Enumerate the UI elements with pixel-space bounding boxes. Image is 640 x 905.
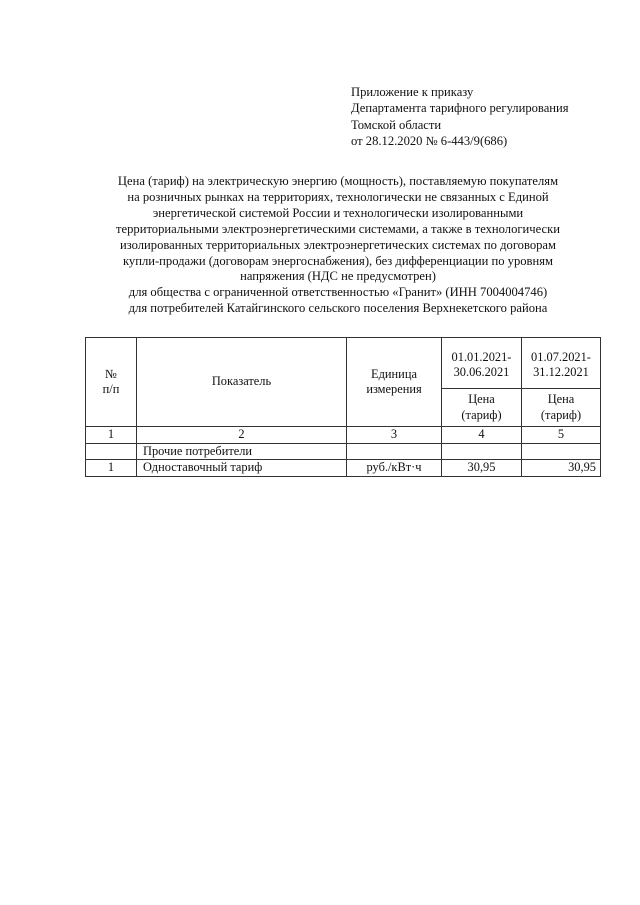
index-cell: 4: [442, 427, 522, 444]
header-price2-line2: (тариф): [540, 407, 582, 422]
row-num: 1: [86, 460, 137, 477]
row-indicator: Одноставочный тариф: [137, 460, 347, 477]
title-line: изолированных территориальных электроэнергетических системах по договорам: [119, 237, 556, 252]
index-cell: 3: [347, 427, 442, 444]
header-num-line2: п/п: [102, 382, 120, 396]
title-line: напряжения (НДС не предусмотрен): [240, 269, 436, 284]
header-unit-line2: измерения: [366, 382, 422, 396]
group-label: Прочие потребители: [137, 443, 347, 460]
tariff-table: [85, 337, 601, 477]
index-cell: 5: [522, 427, 601, 444]
appendix-note: [351, 84, 569, 150]
group-empty-cell: [86, 443, 137, 460]
title-line: для потребителей Катайгинского сельского поселения Верхнекетского района: [128, 301, 548, 316]
appendix-line: от 28.12.2020 № 6-443/9(686): [351, 134, 508, 149]
header-price2-line1: Цена: [547, 392, 575, 406]
group-empty-cell: [442, 443, 522, 460]
table-group-row: [86, 443, 601, 460]
appendix-line: Департамента тарифного регулирования: [351, 101, 569, 116]
title-line: энергетической системой России и технологически изолированными: [152, 205, 524, 220]
document-title: [78, 174, 598, 317]
header-unit-line1: Единица: [371, 366, 417, 381]
header-indicator-cell: [137, 338, 347, 427]
index-cell: 2: [137, 427, 347, 444]
header-unit-cell: [347, 338, 442, 427]
appendix-line: Томской области: [351, 117, 442, 132]
table-row: [86, 460, 601, 477]
header-price2-cell: [522, 389, 601, 427]
header-indicator: Показатель: [211, 374, 272, 389]
header-price1-line1: Цена: [468, 392, 495, 406]
header-num-cell: [86, 338, 137, 427]
table-index-row: [86, 427, 601, 444]
header-price1-line2: (тариф): [461, 407, 502, 422]
header-period1-line2: 30.06.2021: [453, 365, 510, 379]
group-empty-cell: [522, 443, 601, 460]
header-price1-cell: [442, 389, 522, 427]
title-line: Цена (тариф) на электрическую энергию (мощность), поставляемую покупателям: [117, 174, 559, 188]
title-line: на розничных рынках на территориях, технологически не связанных с Единой: [127, 189, 549, 204]
header-num-line1: №: [105, 366, 117, 381]
title-line: купли-продажи (договорам энергоснабжения), без дифференциации по уровням: [122, 253, 554, 268]
appendix-line: Приложение к приказу: [351, 85, 474, 99]
row-unit: руб./кВт·ч: [347, 460, 442, 477]
header-period2-line1: 01.07.2021-: [531, 349, 591, 364]
header-period1-line1: 01.01.2021-: [451, 349, 512, 364]
table-header-row: [86, 338, 601, 389]
header-period2-line2: 31.12.2021: [533, 365, 589, 379]
title-line: территориальными электроэнергетическими системами, а также в технологически: [116, 221, 560, 236]
title-line: для общества с ограниченной ответственностью «Гранит» (ИНН 7004004746): [128, 285, 548, 300]
row-value-period2: 30,95: [522, 460, 601, 477]
index-cell: 1: [86, 427, 137, 444]
row-value-period1: 30,95: [442, 460, 522, 477]
header-period1-cell: [442, 338, 522, 389]
group-empty-cell: [347, 443, 442, 460]
header-period2-cell: [522, 338, 601, 389]
